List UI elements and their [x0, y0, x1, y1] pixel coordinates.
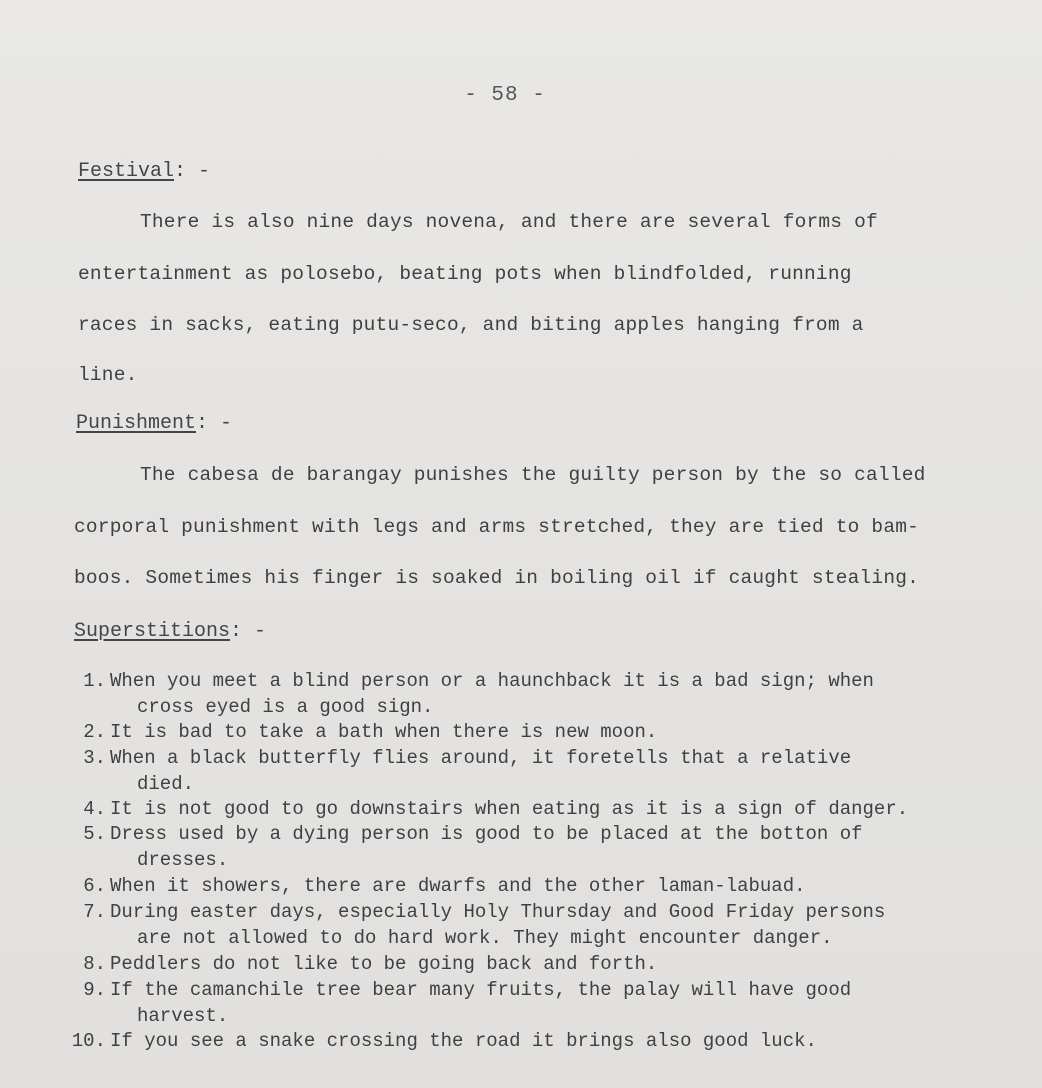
superstitions-heading-label: Superstitions — [74, 620, 231, 643]
item-text — [106, 1028, 990, 1054]
superstition-item-4 — [56, 796, 1016, 822]
item-number: 6. — [83, 875, 106, 897]
superstition-item-8 — [56, 951, 1016, 977]
item-line: Dress used by a dying person is good to be placed at the botton of — [110, 823, 863, 845]
item-line: Peddlers do not like to be going back and forth. — [110, 953, 658, 975]
superstition-item-7 — [56, 899, 1016, 951]
superstition-item-6 — [56, 873, 1016, 899]
punishment-heading — [76, 412, 232, 435]
superstition-item-2 — [56, 719, 1016, 745]
punishment-line-1: The cabesa de barangay punishes the guilty person by the so called — [140, 464, 926, 486]
item-line: dresses. — [137, 849, 229, 871]
punishment-line-3: boos. Sometimes his finger is soaked in boiling oil if caught stealing. — [74, 567, 920, 589]
superstitions-heading-suffix: : - — [230, 620, 267, 643]
item-text — [106, 951, 990, 977]
item-line: When you meet a blind person or a haunchback it is a bad sign; when — [110, 670, 874, 692]
item-line: cross eyed is a good sign. — [137, 696, 434, 718]
item-line: When a black butterfly flies around, it foretells that a relative — [110, 747, 852, 769]
superstition-item-9 — [56, 977, 1016, 1029]
item-text — [106, 899, 990, 951]
item-text — [106, 796, 990, 822]
punishment-heading-label: Punishment — [76, 412, 197, 435]
item-text — [106, 873, 990, 899]
superstition-item-10 — [56, 1028, 1016, 1054]
festival-line-2: entertainment as polosebo, beating pots when blindfolded, running — [78, 263, 852, 285]
item-text — [106, 668, 990, 720]
item-text — [106, 719, 990, 745]
item-number: 9. — [83, 979, 106, 1001]
item-text — [106, 821, 990, 873]
item-number: 3. — [83, 747, 106, 769]
item-number: 10. — [71, 1030, 106, 1052]
page-number: - 58 - — [464, 84, 546, 107]
festival-heading-label: Festival — [78, 160, 175, 183]
item-line: When it showers, there are dwarfs and the other laman-labuad. — [110, 875, 806, 897]
item-text — [106, 977, 990, 1029]
item-line: are not allowed to do hard work. They might encounter danger. — [137, 927, 833, 949]
item-text — [106, 745, 990, 797]
item-number: 4. — [83, 798, 106, 820]
festival-line-1: There is also nine days novena, and there are several forms of — [140, 211, 878, 233]
festival-heading — [78, 160, 210, 183]
item-line: During easter days, especially Holy Thursday and Good Friday persons — [110, 901, 886, 923]
item-line: If the camanchile tree bear many fruits, the palay will have good — [110, 979, 852, 1001]
item-number: 2. — [83, 721, 106, 743]
item-line: If you see a snake crossing the road it brings also good luck. — [110, 1030, 817, 1052]
item-number: 8. — [83, 953, 106, 975]
item-number: 1. — [83, 670, 106, 692]
superstition-item-5 — [56, 821, 1016, 873]
superstitions-heading — [74, 620, 266, 643]
item-number: 5. — [83, 823, 106, 845]
superstition-item-3 — [56, 745, 1016, 797]
item-line: harvest. — [137, 1005, 229, 1027]
item-line: It is bad to take a bath when there is new moon. — [110, 721, 658, 743]
punishment-line-2: corporal punishment with legs and arms stretched, they are tied to bam- — [74, 516, 920, 538]
superstition-item-1 — [56, 668, 1016, 720]
item-line: died. — [137, 773, 195, 795]
punishment-heading-suffix: : - — [196, 412, 233, 435]
festival-line-4: line. — [78, 364, 138, 386]
item-number: 7. — [83, 901, 106, 923]
item-line: It is not good to go downstairs when eating as it is a sign of danger. — [110, 798, 909, 820]
festival-heading-suffix: : - — [174, 160, 211, 183]
festival-line-3: races in sacks, eating putu-seco, and biting apples hanging from a — [78, 314, 864, 336]
